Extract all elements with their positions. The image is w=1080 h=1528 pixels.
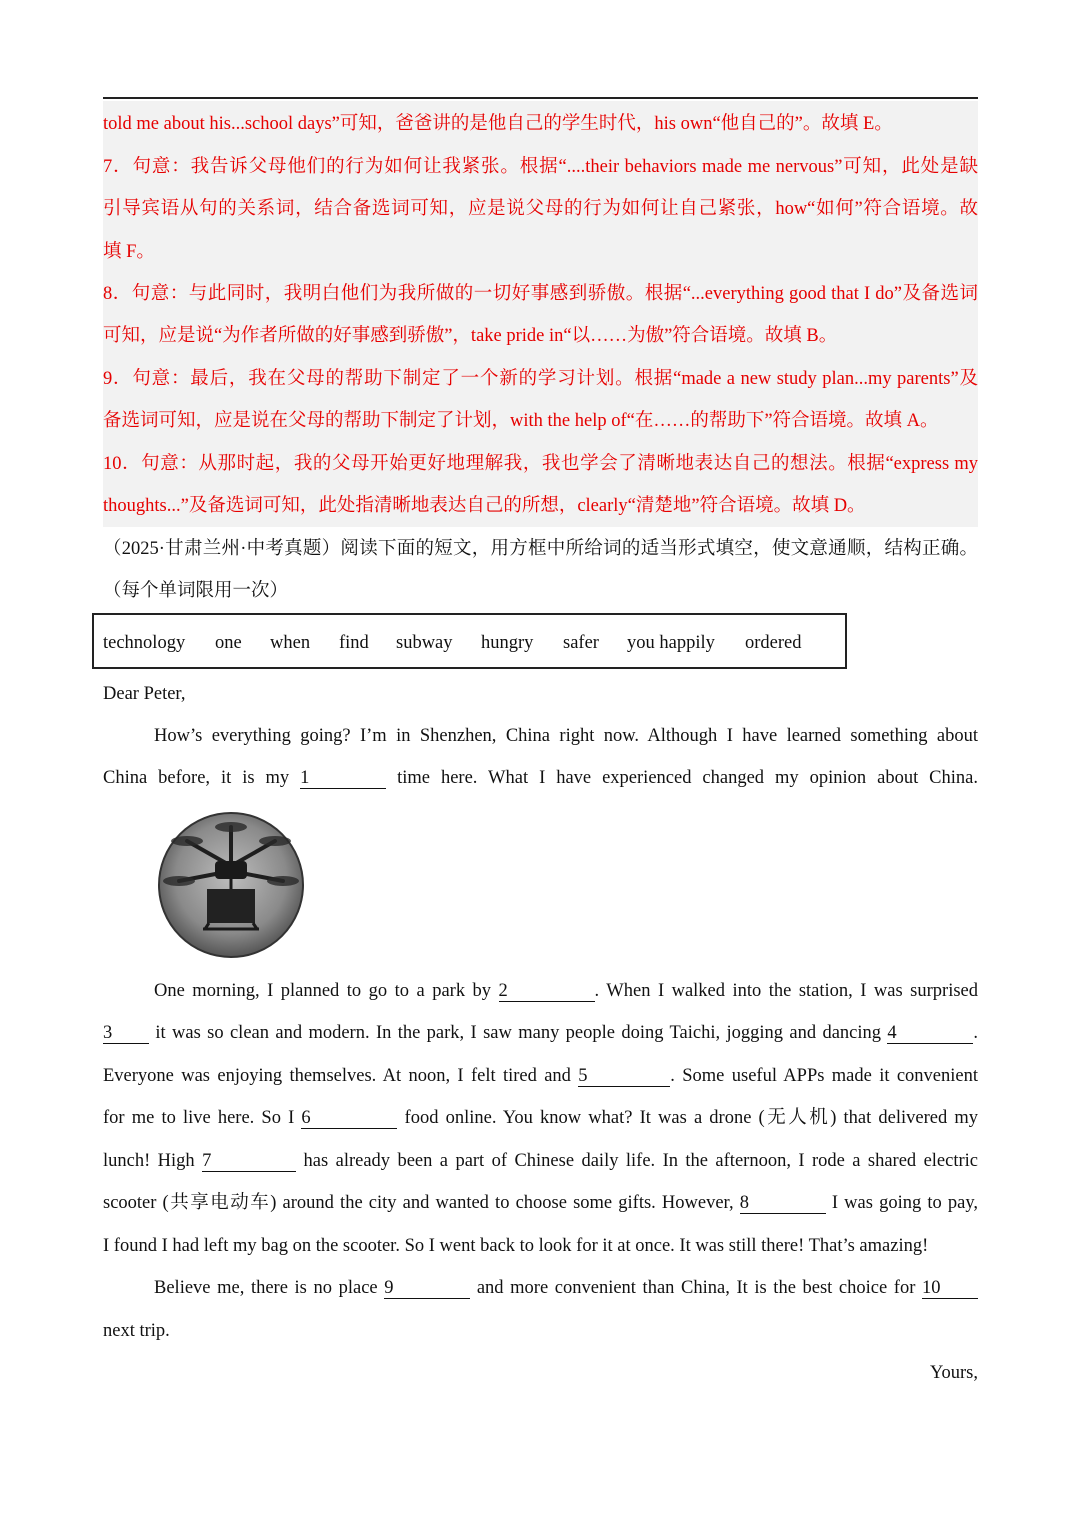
letter-p2-line7: I found I had left my bag on the scooter. So I went back to look for it at once. It was still there! That’s amazing!	[103, 1236, 929, 1256]
text-span: and more convenient than China, It is the best choice for	[476, 1278, 916, 1298]
instructions-line1: （2025·甘肃兰州·中考真题）阅读下面的短文，用方框中所给词的适当形式填空，使文意通顺，结构正确。	[103, 539, 978, 559]
letter-p2-line2	[103, 1021, 978, 1045]
word-bank-item: hungry	[481, 633, 534, 653]
letter-p2-line6	[103, 1191, 978, 1215]
text-span: it was so clean and modern. In the park, I saw many people doing Taichi, jogging and dancing	[155, 1023, 882, 1043]
answer-q7-line2: 引导宾语从句的关系词，结合备选词可知，应是说父母的行为如何让自己紧张，how“如何”符合语境。故	[103, 199, 978, 219]
text-span: lunch! High	[103, 1151, 195, 1171]
word-bank-item: subway	[396, 633, 453, 653]
text-span: . Some useful APPs made it convenient	[670, 1066, 978, 1086]
blank-8: 8	[740, 1193, 826, 1214]
letter-p1-line2	[103, 766, 978, 790]
answer-q7-line3: 填 F。	[103, 242, 155, 262]
letter-p1-line1: How’s everything going? I’m in Shenzhen, China right now. Although I have learned something about	[154, 726, 978, 746]
letter-p2-line4	[103, 1106, 978, 1130]
text-span: .	[973, 1023, 979, 1043]
answer-line: told me about his...school days”可知，爸爸讲的是他自己的学生时代，his own“他自己的”。故填 E。	[103, 114, 893, 134]
word-bank-item: safer	[563, 633, 599, 653]
instructions-line2: （每个单词限用一次）	[103, 581, 289, 601]
answer-q10-line1: 10．句意：从那时起，我的父母开始更好地理解我，我也学会了清晰地表达自己的想法。根据“express my	[103, 454, 978, 474]
answer-q7-line1: 7．句意：我告诉父母他们的行为如何让我紧张。根据“....their behaviors made me nervous”可知，此处是缺	[103, 157, 978, 177]
blank-7: 7	[202, 1151, 296, 1172]
blank-5: 5	[578, 1066, 670, 1087]
text-span: Believe me, there is no place	[154, 1278, 378, 1298]
letter-greeting: Dear Peter,	[103, 684, 186, 704]
answer-q8-line1: 8．句意：与此同时，我明白他们为我所做的一切好事感到骄傲。根据“...everything good that I do”及备选词	[103, 284, 978, 304]
letter-p2-line1	[103, 979, 978, 1003]
word-bank-item: technology	[103, 633, 186, 653]
text-span: has already been a part of Chinese daily life. In the afternoon, I rode a shared electric	[303, 1151, 978, 1171]
word-bank-item: you happily	[627, 633, 715, 653]
drone-photo	[157, 811, 305, 959]
letter-p2-line5	[103, 1149, 978, 1173]
word-bank-item: one	[215, 633, 242, 653]
text-span: . When I walked into the station, I was surprised	[594, 981, 978, 1001]
blank-3: 3	[103, 1023, 149, 1044]
letter-p2-line3	[103, 1064, 978, 1088]
letter-closing: Yours,	[930, 1363, 978, 1383]
text-span: for me to live here. So I	[103, 1108, 295, 1128]
blank-4: 4	[887, 1023, 973, 1044]
text-span: scooter (共享电动车) around the city and wanted to choose some gifts. However,	[103, 1193, 734, 1213]
word-bank-box	[92, 613, 847, 669]
blank-1: 1	[300, 768, 386, 789]
blank-9: 9	[384, 1278, 470, 1299]
answer-q9-line2: 备选词可知，应是说在父母的帮助下制定了计划，with the help of“在……的帮助下”符合语境。故填 A。	[103, 411, 939, 431]
text-span: China before, it is my	[103, 768, 290, 788]
letter-p3-line2: next trip.	[103, 1321, 170, 1341]
word-bank-item: find	[339, 633, 369, 653]
letter-p3-line1	[103, 1276, 978, 1300]
blank-6: 6	[301, 1108, 397, 1129]
answer-q8-line2: 可知，应是说“为作者所做的好事感到骄傲”，take pride in“以……为傲”符合语境。故填 B。	[103, 326, 838, 346]
text-span: time here. What I have experienced changed my opinion about China.	[397, 768, 978, 788]
text-span: One morning, I planned to go to a park by	[154, 981, 492, 1001]
text-span: Everyone was enjoying themselves. At noon, I felt tired and	[103, 1066, 571, 1086]
answer-q9-line1: 9．句意：最后，我在父母的帮助下制定了一个新的学习计划。根据“made a new study plan...my parents”及	[103, 369, 978, 389]
word-bank-item: ordered	[745, 633, 802, 653]
text-span: I was going to pay,	[831, 1193, 979, 1213]
blank-10: 10	[922, 1278, 978, 1299]
top-rule	[103, 97, 978, 99]
blank-2: 2	[499, 981, 595, 1002]
word-bank-item: when	[270, 633, 311, 653]
text-span: food online. You know what? It was a drone (无人机) that delivered my	[404, 1108, 979, 1128]
answer-q10-line2: thoughts...”及备选词可知，此处指清晰地表达自己的所想，clearly“清楚地”符合语境。故填 D。	[103, 496, 866, 516]
